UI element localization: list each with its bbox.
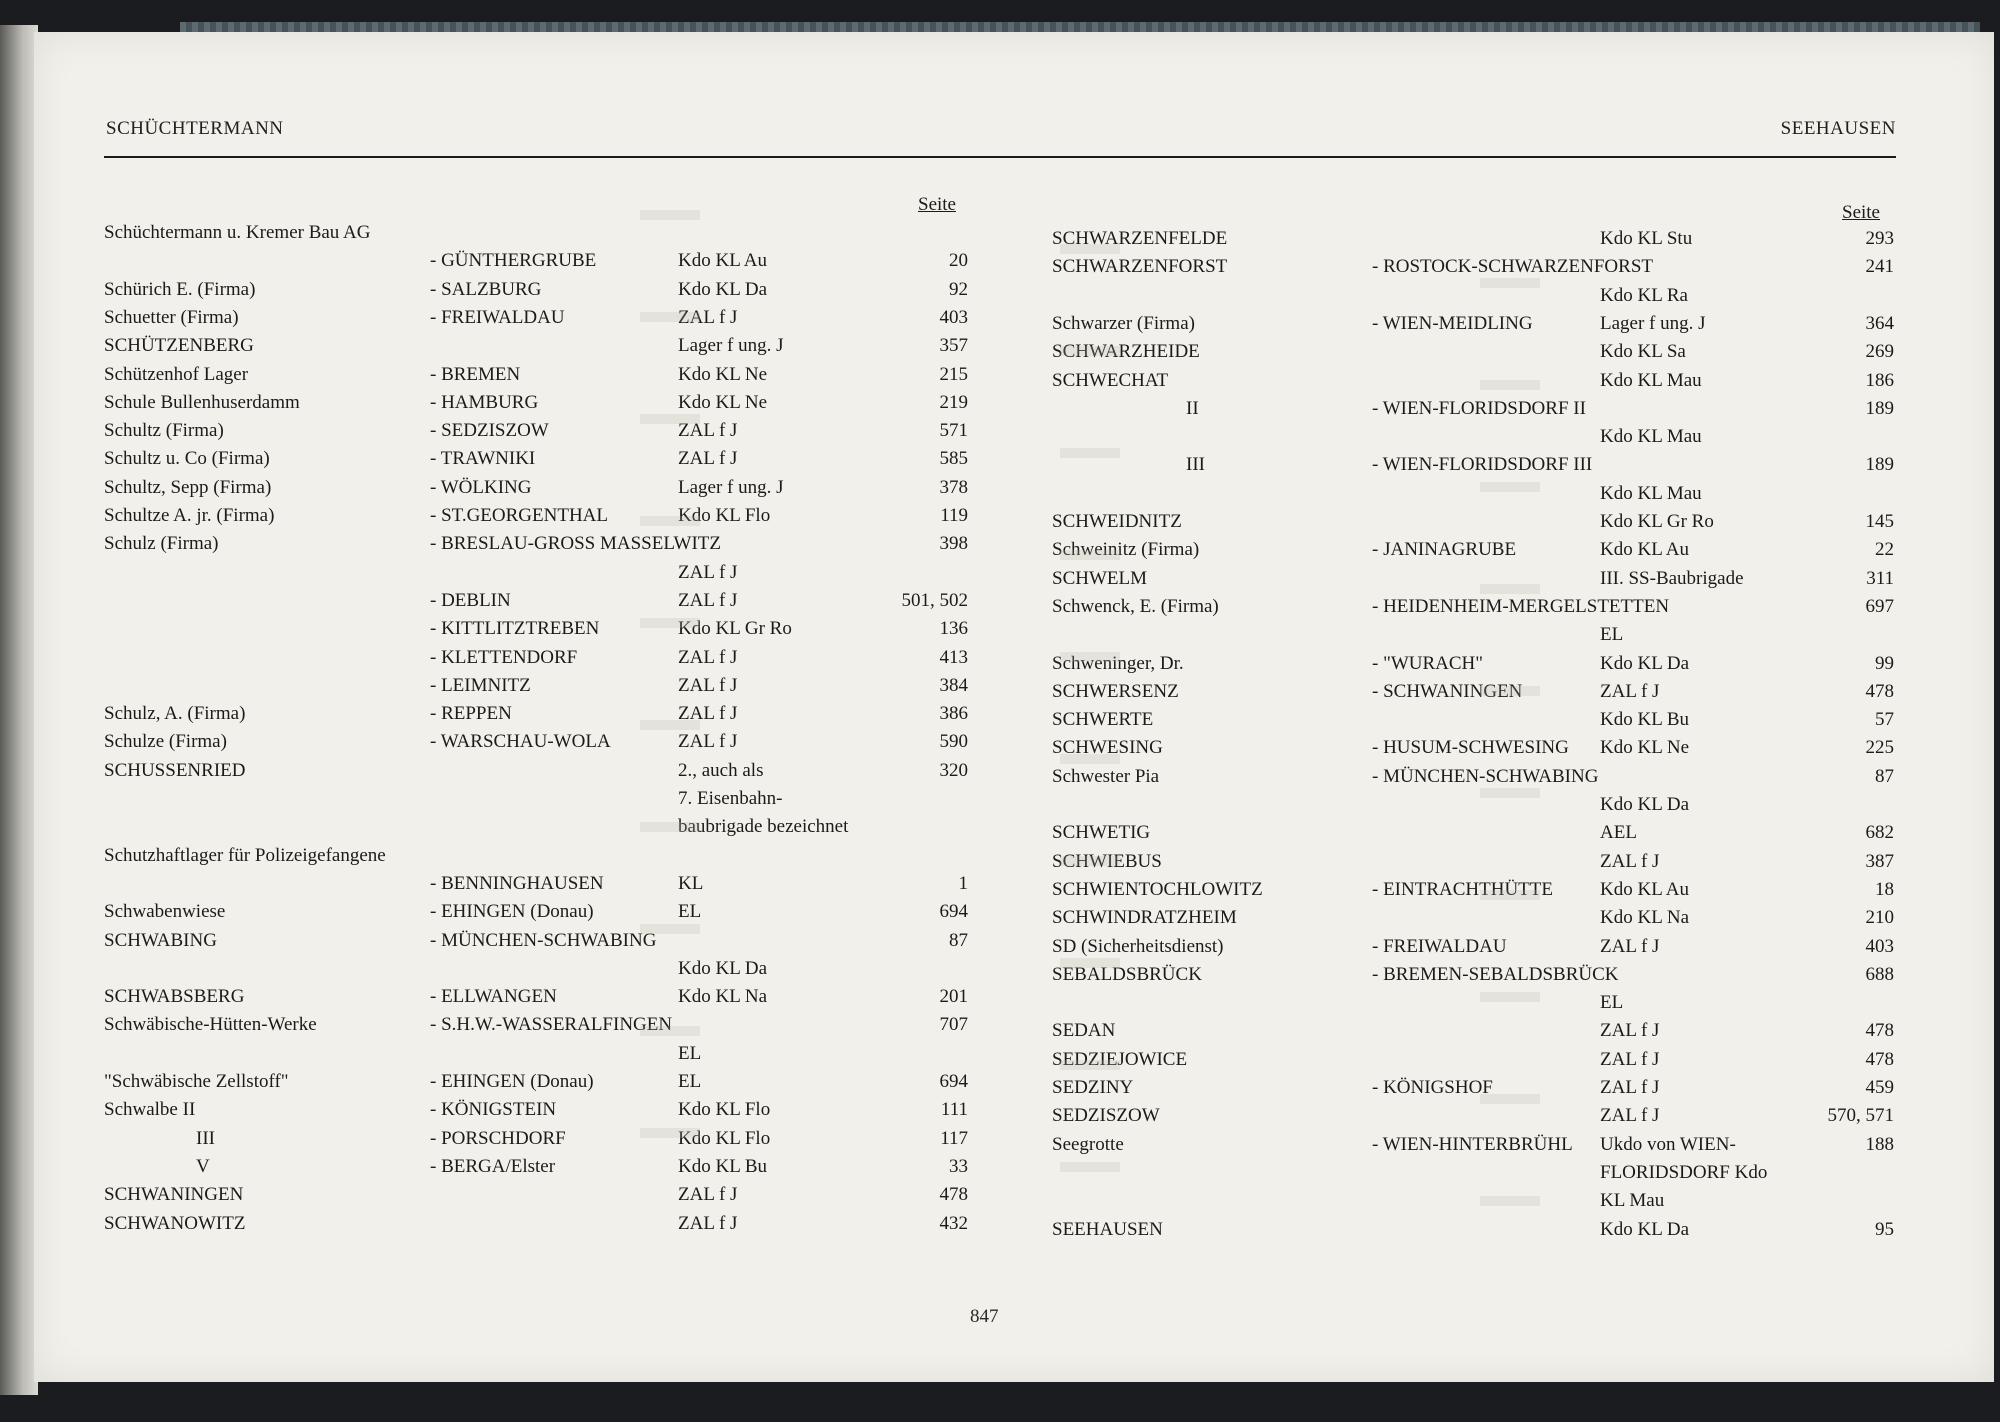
entry-type: Kdo KL Flo [678, 1099, 771, 1121]
entry-page: 570, 571 [1827, 1105, 1894, 1127]
entry-place: - REPPEN [430, 703, 512, 725]
entry-name: Schultz u. Co (Firma) [104, 448, 270, 470]
entry-type: Lager f ung. J [678, 335, 784, 357]
entry-type: Kdo KL Bu [1600, 709, 1690, 731]
running-header-left: SCHÜCHTERMANN [106, 118, 284, 139]
entry-page: 87 [1875, 765, 1894, 787]
entry-type: ZAL f J [678, 1184, 738, 1206]
entry-page: 1 [958, 872, 968, 894]
entry-place: - PORSCHDORF [430, 1127, 566, 1149]
entry-name: SCHWANINGEN [104, 1184, 244, 1206]
entry-name: Schultz (Firma) [104, 420, 224, 442]
entry-place: - BREMEN-SEBALDSBRÜCK [1372, 963, 1619, 985]
entry-type: 2., auch als [678, 759, 764, 781]
entry-type: ZAL f J [678, 1212, 738, 1234]
entry-name: SCHWABING [104, 929, 217, 951]
entry-type: AEL [1600, 822, 1637, 844]
entry-page: 478 [939, 1184, 968, 1206]
entry-type: ZAL f J [678, 703, 738, 725]
entry-type: baubrigade bezeichnet [678, 816, 849, 838]
entry-name: SCHWIENTOCHLOWITZ [1052, 878, 1263, 900]
entry-page: 269 [1865, 341, 1894, 363]
entry-type: Kdo KL Stu [1600, 228, 1693, 249]
entry-place: - MÜNCHEN-SCHWABING [430, 929, 657, 951]
entry-type: ZAL f J [1600, 680, 1660, 702]
entry-type: ZAL f J [678, 731, 738, 753]
entry-name: SCHWINDRATZHEIM [1052, 907, 1237, 929]
entry-type: ZAL f J [678, 589, 738, 611]
entry-type: Kdo KL Mau [1600, 426, 1702, 448]
show-through-smudge [1060, 448, 1120, 458]
entry-place: - JANINAGRUBE [1372, 539, 1517, 561]
entry-type: EL [678, 1042, 702, 1064]
entry-place: - WIEN-FLORIDSDORF III [1372, 454, 1593, 476]
entry-name: Schultz, Sepp (Firma) [104, 476, 272, 498]
show-through-smudge [1480, 584, 1540, 594]
entry-page: 403 [1865, 935, 1894, 957]
entry-page: 585 [939, 448, 968, 470]
entry-type: Kdo KL Gr Ro [1600, 511, 1714, 532]
entry-place: - LEIMNITZ [430, 674, 531, 696]
entry-name: Schwalbe II [104, 1099, 196, 1121]
entry-page: 398 [939, 533, 968, 555]
entry-place: - HUSUM-SCHWESING [1372, 737, 1569, 759]
entry-page: 413 [939, 646, 968, 668]
show-through-smudge [640, 924, 700, 934]
entry-name: SEDZIEJOWICE [1052, 1048, 1188, 1070]
entry-page: 688 [1865, 963, 1894, 985]
entry-page: 378 [939, 476, 968, 498]
entry-page: 293 [1865, 228, 1894, 249]
entry-name: SCHWEIDNITZ [1052, 511, 1182, 532]
entry-name: SCHWABSBERG [104, 986, 245, 1008]
entry-name: Schweninger, Dr. [1052, 652, 1184, 674]
show-through-smudge [1480, 482, 1540, 492]
entry-type: Kdo KL Ra [1600, 284, 1688, 306]
entry-page: 478 [1865, 1048, 1894, 1070]
show-through-smudge [1060, 958, 1120, 968]
entry-place: - KITTLITZTREBEN [430, 618, 600, 640]
entry-page: 501, 502 [901, 589, 968, 611]
entry-type: ZAL f J [678, 448, 738, 470]
entry-place: - S.H.W.-WASSERALFINGEN [430, 1014, 673, 1036]
entry-type: Kdo KL Na [678, 986, 767, 1008]
entry-place: - GÜNTHERGRUBE [430, 250, 597, 272]
entry-name: Schwabenwiese [104, 901, 226, 923]
show-through-smudge [1480, 278, 1540, 288]
entry-place: - WIEN-FLORIDSDORF II [1372, 397, 1586, 419]
show-through-smudge [1060, 550, 1120, 560]
entry-place: - EINTRACHTHÜTTE [1372, 878, 1553, 900]
show-through-smudge [1480, 1094, 1540, 1104]
entry-type: ZAL f J [678, 306, 738, 328]
entry-name: SCHWERSENZ [1052, 680, 1179, 702]
entry-page: 225 [1865, 737, 1894, 759]
entry-page: 215 [939, 363, 968, 385]
entry-type: Lager f ung. J [1600, 312, 1706, 334]
show-through-smudge [1480, 1196, 1540, 1206]
entry-type: Kdo KL Da [1600, 652, 1689, 674]
entry-page: 697 [1865, 595, 1894, 617]
entry-name: Schulz (Firma) [104, 533, 219, 555]
entry-page: 694 [939, 901, 968, 923]
entry-type: ZAL f J [1600, 935, 1660, 957]
entry-type: ZAL f J [1600, 1020, 1660, 1042]
entry-page: 384 [939, 674, 968, 696]
show-through-smudge [640, 516, 700, 526]
entry-type: ZAL f J [1600, 1077, 1660, 1098]
entry-page: 241 [1865, 256, 1894, 278]
entry-page: 219 [939, 391, 968, 413]
show-through-smudge [1060, 346, 1120, 356]
show-through-smudge [1060, 1060, 1120, 1070]
entry-type: ZAL f J [678, 561, 738, 583]
entry-type: Kdo KL Da [1600, 1218, 1689, 1240]
entry-name: SCHUSSENRIED [104, 759, 246, 781]
entry-place: - MÜNCHEN-SCHWABING [1372, 765, 1599, 787]
entry-place: - WIEN-HINTERBRÜHL [1372, 1133, 1573, 1155]
show-through-smudge [640, 312, 700, 322]
entry-type: Kdo KL Sa [1600, 341, 1686, 363]
entry-name: Schutzhaftlager für Polizeigefangene [104, 844, 386, 866]
entry-name: Schultze A. jr. (Firma) [104, 505, 275, 526]
entry-place: - WIEN-MEIDLING [1372, 312, 1533, 334]
entry-type: Kdo KL Na [1600, 907, 1689, 929]
entry-type: Kdo KL Gr Ro [678, 618, 792, 640]
show-through-smudge [1060, 244, 1120, 254]
entry-page: 189 [1865, 454, 1894, 476]
entry-type: ZAL f J [1600, 1048, 1660, 1070]
entry-page: 311 [1866, 567, 1894, 589]
entry-name: Schwarzer (Firma) [1052, 312, 1195, 334]
entry-page: 87 [949, 929, 968, 951]
entry-name: SCHWECHAT [1052, 369, 1169, 391]
entry-type: ZAL f J [678, 674, 738, 696]
entry-place: - ELLWANGEN [430, 986, 557, 1008]
entry-place: - ROSTOCK-SCHWARZENFORST [1372, 256, 1653, 278]
entry-name: Schule Bullenhuserdamm [104, 391, 300, 413]
entry-place: - WARSCHAU-WOLA [430, 731, 611, 753]
entry-place: - EHINGEN (Donau) [430, 1071, 594, 1092]
entry-name: SEDZINY [1052, 1077, 1134, 1098]
entry-name: SCHWANOWITZ [104, 1212, 246, 1234]
entry-page: 694 [939, 1071, 968, 1092]
entry-type: Kdo KL Au [1600, 878, 1690, 900]
entry-place: - BERGA/Elster [430, 1155, 556, 1177]
column-header-seite-right: Seite [1842, 202, 1880, 223]
entry-place: - KÖNIGSHOF [1372, 1077, 1493, 1098]
entry-type: Kdo KL Bu [678, 1155, 768, 1177]
entry-place: - FREIWALDAU [430, 306, 565, 328]
entry-page: 571 [939, 420, 968, 442]
entry-name: SCHWARZENFELDE [1052, 228, 1228, 249]
entry-name: Schwenck, E. (Firma) [1052, 595, 1219, 617]
entry-page: 210 [1865, 907, 1894, 929]
entry-type: Lager f ung. J [678, 476, 784, 498]
entry-type: Kdo KL Au [678, 250, 768, 272]
entry-type: III. SS-Baubrigade [1600, 567, 1744, 589]
entry-page: 95 [1875, 1218, 1894, 1240]
entry-page: 478 [1865, 1020, 1894, 1042]
entry-place: - BENNINGHAUSEN [430, 872, 604, 894]
entry-name: SCHÜTZENBERG [104, 335, 254, 357]
column-header-seite-left: Seite [918, 194, 956, 215]
entry-name: Seegrotte [1052, 1133, 1124, 1155]
entry-type: Kdo KL Da [678, 278, 767, 300]
entry-page: 33 [949, 1155, 968, 1177]
entry-name: Schüchtermann u. Kremer Bau AG [104, 222, 371, 243]
entry-place: - BRESLAU-GROSS MASSELWITZ [430, 533, 721, 555]
entry-place: - SEDZISZOW [430, 420, 549, 442]
show-through-smudge [640, 618, 700, 628]
entry-name: SEDAN [1052, 1020, 1116, 1042]
entry-page: 136 [939, 618, 968, 640]
entry-page: 119 [940, 505, 968, 526]
show-through-smudge [1480, 992, 1540, 1002]
entry-name: SCHWETIG [1052, 822, 1151, 844]
entry-page: 386 [939, 703, 968, 725]
entry-name: III [1186, 454, 1205, 476]
entry-name: SCHWESING [1052, 737, 1163, 759]
entry-place: - FREIWALDAU [1372, 935, 1507, 957]
show-through-smudge [1480, 788, 1540, 798]
entry-page: 682 [1865, 822, 1894, 844]
entry-page: 145 [1865, 511, 1894, 532]
entry-name: Schwäbische-Hütten-Werke [104, 1014, 317, 1036]
header-rule [104, 156, 1896, 158]
entry-name: Schulze (Firma) [104, 731, 227, 753]
entry-type: EL [678, 1071, 702, 1092]
entry-page: 364 [1865, 312, 1894, 334]
entry-type: 7. Eisenbahn- [678, 788, 783, 809]
entry-type: Kdo KL Da [1600, 794, 1689, 815]
entry-type: Kdo KL Ne [678, 363, 767, 385]
entry-name: "Schwäbische Zellstoff" [104, 1071, 289, 1092]
entry-place: - HEIDENHEIM-MERGELSTETTEN [1372, 595, 1670, 617]
entry-place: - HAMBURG [430, 391, 539, 413]
entry-type: Kdo KL Mau [1600, 369, 1702, 391]
entry-type: Kdo KL Ne [678, 391, 767, 413]
entry-type: Kdo KL Da [678, 957, 767, 979]
entry-type: EL [1600, 624, 1624, 646]
show-through-smudge [1480, 380, 1540, 390]
entry-page: 387 [1865, 850, 1894, 872]
entry-name: SEEHAUSEN [1052, 1218, 1163, 1240]
entry-page: 117 [940, 1127, 968, 1149]
running-header-right: SEEHAUSEN [1780, 118, 1896, 139]
entry-page: 189 [1865, 397, 1894, 419]
entry-place: - KLETTENDORF [430, 646, 578, 668]
entry-page: 186 [1865, 369, 1894, 391]
entry-name: SD (Sicherheitsdienst) [1052, 935, 1224, 957]
entry-page: 357 [939, 335, 968, 357]
entry-name: Schwester Pia [1052, 765, 1160, 787]
entry-page: 590 [939, 731, 968, 753]
entry-page: 403 [939, 306, 968, 328]
entry-name: Schürich E. (Firma) [104, 278, 256, 300]
entry-name: SCHWERTE [1052, 709, 1154, 731]
show-through-smudge [640, 1128, 700, 1138]
entry-type: Ukdo von WIEN- [1600, 1133, 1736, 1155]
entry-type: KL [678, 872, 704, 894]
entry-name: Schuetter (Firma) [104, 306, 239, 328]
book-spine [0, 25, 38, 1395]
entry-type: ZAL f J [678, 646, 738, 668]
entry-page: 188 [1865, 1133, 1894, 1155]
show-through-smudge [1480, 686, 1540, 696]
entry-type: Kdo KL Ne [1600, 737, 1689, 759]
entry-place: - "WURACH" [1372, 652, 1484, 674]
entry-name: SEBALDSBRÜCK [1052, 963, 1202, 985]
show-through-smudge [1060, 754, 1120, 764]
show-through-smudge [640, 210, 700, 220]
entry-page: 20 [949, 250, 968, 272]
entry-name: Schulz, A. (Firma) [104, 703, 246, 725]
show-through-smudge [1060, 856, 1120, 866]
show-through-smudge [1480, 890, 1540, 900]
entry-name: SCHWELM [1052, 567, 1147, 589]
entry-place: - SALZBURG [430, 278, 542, 300]
entry-page: 18 [1875, 878, 1894, 900]
entry-place: - BREMEN [430, 363, 521, 385]
entry-type: ZAL f J [678, 420, 738, 442]
entry-place: - SCHWANINGEN [1372, 680, 1523, 702]
entry-type: ZAL f J [1600, 1105, 1660, 1127]
entry-name: II [1186, 397, 1199, 419]
show-through-smudge [640, 720, 700, 730]
entry-name: SCHWARZHEIDE [1052, 341, 1200, 363]
entry-name: SCHWIEBUS [1052, 850, 1162, 872]
entry-page: 92 [949, 278, 968, 300]
entry-type: FLORIDSDORF Kdo [1600, 1161, 1768, 1183]
entry-type: KL Mau [1600, 1190, 1665, 1212]
entry-page: 707 [939, 1014, 968, 1036]
entry-page: 99 [1875, 652, 1894, 674]
show-through-smudge [640, 414, 700, 424]
show-through-smudge [1060, 1162, 1120, 1172]
entry-name: III [196, 1127, 215, 1149]
entry-type: Kdo KL Flo [678, 505, 771, 526]
entry-page: 478 [1865, 680, 1894, 702]
entry-place: - DEBLIN [430, 589, 511, 611]
entry-page: 201 [939, 986, 968, 1008]
show-through-smudge [1060, 652, 1120, 662]
entry-page: 22 [1875, 539, 1894, 561]
entry-page: 111 [940, 1099, 968, 1121]
entry-name: Schweinitz (Firma) [1052, 539, 1200, 561]
entry-type: EL [678, 901, 702, 923]
entry-page: 459 [1865, 1077, 1894, 1098]
entry-name: SEDZISZOW [1052, 1105, 1160, 1127]
entry-page: 432 [939, 1212, 968, 1234]
entry-place: - TRAWNIKI [430, 448, 536, 470]
entry-type: Kdo KL Flo [678, 1127, 771, 1149]
entry-type: Kdo KL Au [1600, 539, 1690, 561]
entry-place: - WÖLKING [430, 476, 532, 498]
entry-place: - ST.GEORGENTHAL [430, 505, 609, 526]
entry-type: Kdo KL Mau [1600, 482, 1702, 504]
entry-type: ZAL f J [1600, 850, 1660, 872]
entry-page: 57 [1875, 709, 1894, 731]
entry-place: - KÖNIGSTEIN [430, 1099, 557, 1121]
entry-name: SCHWARZENFORST [1052, 256, 1228, 278]
show-through-smudge [640, 1026, 700, 1036]
entry-page: 320 [939, 759, 968, 781]
entry-name: V [196, 1155, 210, 1177]
page-number: 847 [970, 1306, 999, 1327]
entry-place: - EHINGEN (Donau) [430, 901, 594, 923]
entry-name: Schützenhof Lager [104, 363, 249, 385]
show-through-smudge [640, 822, 700, 832]
entry-type: EL [1600, 992, 1624, 1014]
